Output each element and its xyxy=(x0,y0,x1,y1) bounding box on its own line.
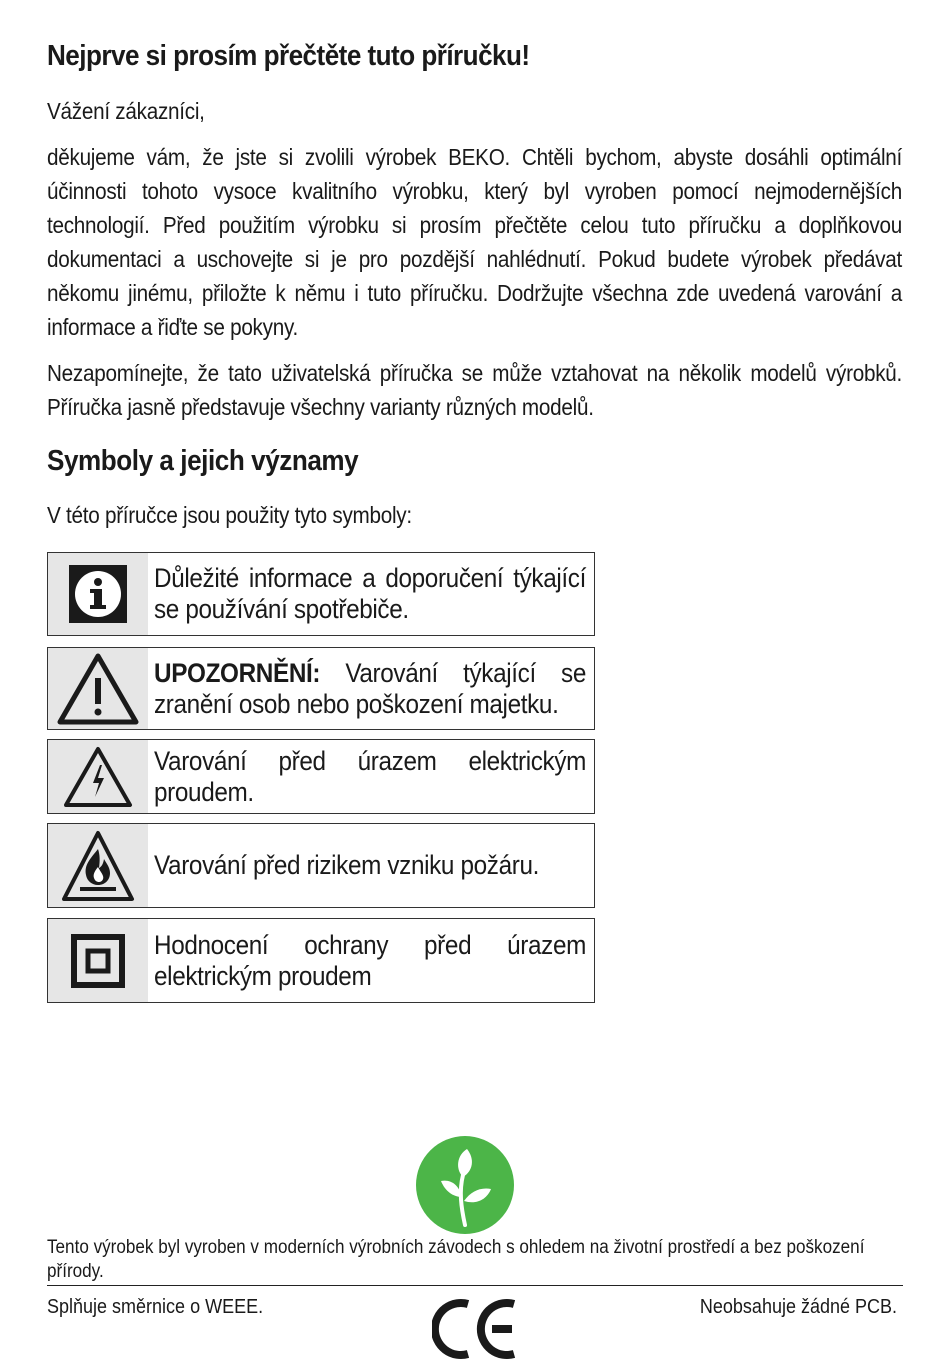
pcb-free-statement: Neobsahuje žádné PCB. xyxy=(699,1296,897,1318)
symbol-text-double-insulation: Hodnocení ochrany před úrazem elektrickým proudem xyxy=(154,929,586,991)
warning-icon xyxy=(48,648,148,729)
symbols-section-title: Symboly a jejich významy xyxy=(47,445,359,477)
symbol-row-electric-shock xyxy=(47,739,595,814)
page-title: Nejprve si prosím přečtěte tuto příručku! xyxy=(47,40,530,72)
weee-compliance: Splňuje směrnice o WEEE. xyxy=(47,1296,264,1318)
models-paragraph: Nezapomínejte, že tato uživatelská příručka se může vztahovat na několik modelů výrobků. Příručka jasně představuje všechny varianty různých modelů. xyxy=(47,360,902,420)
fire-hazard-icon xyxy=(48,824,148,907)
symbols-intro: V této příručce jsou použity tyto symboly: xyxy=(47,502,412,528)
symbol-row-warning xyxy=(47,647,595,730)
symbol-text-electric-shock: Varování před úrazem elektrickým proudem. xyxy=(154,745,586,807)
intro-paragraph: děkujeme vám, že jste si zvolili výrobek BEKO. Chtěli bychom, abyste dosáhli optimální účinnosti tohoto vysoce kvalitního výrobku, který byl vyroben pomocí nejmodernějších technologií. Před použitím výrobku si prosím přečtěte celou tuto příručku a doplňkovou dokumentaci a uschovejte si je pro pozdější nahlédnutí. Pokud budete výrobek předávat někomu jinému, přiložte k němu i tuto příručku. Dodržujte všechna zde uvedená varování a informace a řiďte se pokyny. xyxy=(47,144,902,340)
eco-statement: Tento výrobek byl vyroben v moderních výrobních závodech s ohledem na životní prostředí a bez poškození přírody. xyxy=(47,1237,865,1282)
symbol-row-fire-hazard xyxy=(47,823,595,908)
symbol-text-warning: UPOZORNĚNÍ: Varování týkající se zranění osob nebo poškození majetku. xyxy=(154,657,586,719)
eco-leaf-icon xyxy=(415,1135,515,1240)
greeting: Vážení zákazníci, xyxy=(47,98,205,124)
electric-shock-icon xyxy=(48,740,148,813)
symbol-row-double-insulation xyxy=(47,918,595,1003)
info-icon xyxy=(48,553,148,635)
footer-divider xyxy=(47,1285,903,1286)
ce-mark-icon xyxy=(432,1298,520,1365)
double-insulation-icon xyxy=(48,919,148,1002)
symbol-text-fire-hazard: Varování před rizikem vzniku požáru. xyxy=(154,850,540,880)
symbol-text-info: Důležité informace a doporučení týkající se používání spotřebiče. xyxy=(154,563,586,624)
symbol-row-info xyxy=(47,552,595,636)
